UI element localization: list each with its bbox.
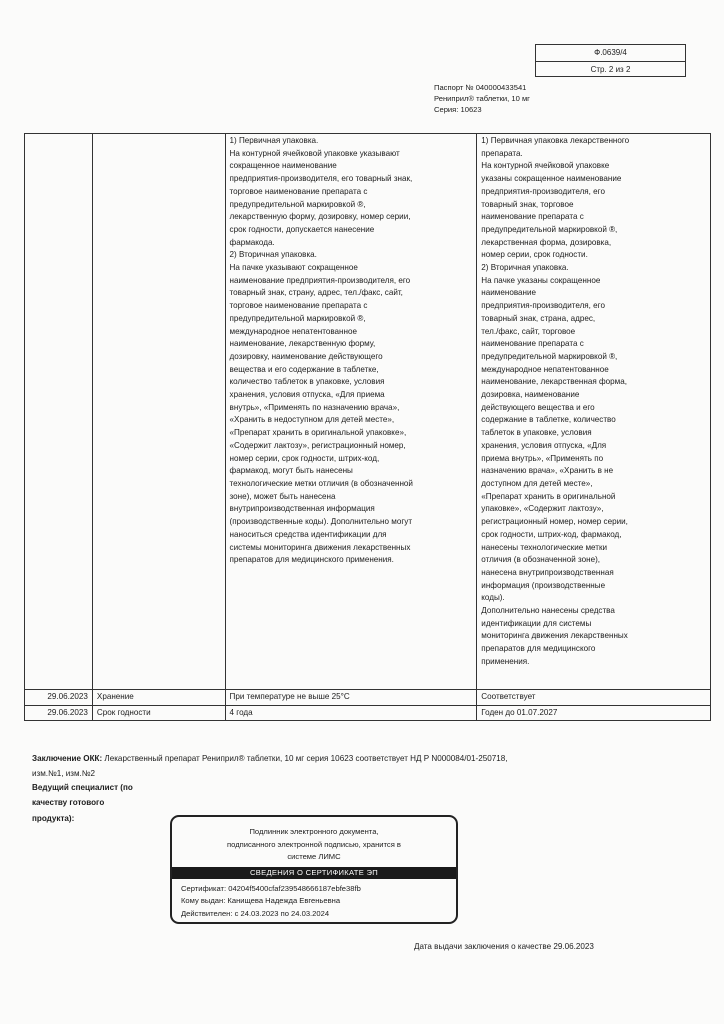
text-line: наименование препарата с [481,212,584,222]
table-row-packaging [25,134,711,690]
text-line: внутрь», «Применять по назначению врача», [229,402,400,412]
text-line: нанесена внутрипроизводственная [481,567,614,577]
text-line: наноситься средства идентификации для [229,529,387,539]
text-line: «Препарат хранить в оригинальной упаковке», [229,428,407,438]
text-line: номер серии, срок годности, штрих-код, [229,453,380,463]
cell-result: Годен до 01.07.2027 [477,705,711,721]
text-line: На пачке указаны сокращенное [481,275,601,285]
text-line: товарный знак, торговое [481,199,574,209]
text-line: коды). [481,593,505,603]
text-line: упаковке», «Содержит лактозу», [481,504,604,514]
text-line: наименование предприятия-производителя, его [229,275,411,285]
text-line: 2) Вторичная упаковка. [229,250,317,260]
text-line: 1) Первичная упаковка лекарственного [481,136,630,145]
conclusion-text: Лекарственный препарат Рениприл® таблетки, 10 мг серия 10623 соответствует НД Р N000084/01-250718, [102,754,508,763]
specialist-label [32,780,133,826]
certificate-id: Сертификат: 04204f5400cfaf239548666187ebfe38fb [181,883,361,893]
text-line: международное непатентованное [481,364,609,374]
text-line: содержание в таблетке, количество [481,415,616,425]
text-line: На контурной ячейковой упаковке [481,161,610,171]
text-line: лекарственную форму, дозировку, номер серии, [229,212,411,222]
text-line: мониторинга движения лекарственных [481,631,628,641]
text-line: препаратов для медицинского [481,644,596,654]
cell-indicator [92,134,225,690]
certificate-validity: Действителен: с 24.03.2023 по 24.03.2024 [181,908,330,918]
cell-result [477,134,711,690]
text-line: товарный знак, страна, адрес, [481,313,596,323]
text-line: 1) Первичная упаковка. [229,136,319,145]
text-line: предупредительной маркировкой ®, [229,313,366,323]
stamp-details [172,879,456,921]
text-line: информация (производственные [481,580,606,590]
table-row-storage [25,690,711,706]
text-line: торговое наименование препарата с [229,186,368,196]
text-line: идентификации для системы [481,618,592,628]
cell-date: 29.06.2023 [25,690,93,706]
text-line: действующего вещества и его [481,402,595,412]
text-line: наименование, лекарственная форма, [481,377,627,387]
text-line: товарный знак, страну, адрес, тел./факс, сайт, [229,288,403,298]
cell-indicator: Срок годности [92,705,225,721]
text-line: торговое наименование препарата с [229,301,368,311]
text-line: технологические метки отличия (в обозначенной [229,478,413,488]
cell-requirement [225,134,477,690]
text-line: предприятия-производителя, его товарный знак, [229,174,413,184]
text-line: внутрипроизводственная информация [229,504,375,514]
conclusion-text-amendments: изм.№1, изм.№2 [32,769,95,779]
text-line: На пачке указывают сокращенное [229,263,358,273]
text-line: препаратов для медицинского применения. [229,555,394,565]
text-line: На контурной ячейковой упаковке указывают [229,148,400,158]
stamp-header-line: подписанного электронной подписью, хранится в [227,839,401,849]
text-line: хранения, условия отпуска, «Для [481,440,607,450]
text-line: назначению врача», «Хранить в не [481,466,614,476]
specialist-line: качеству готового [32,798,105,808]
text-line: (производственные коды). Дополнительно могут [229,517,413,527]
text-line: количество таблеток в упаковке, условия [229,377,385,387]
electronic-signature-stamp [170,815,458,924]
stamp-header-line: системе ЛИМС [287,852,341,861]
cell-result: Соответствует [477,690,711,706]
stamp-header [172,817,456,864]
stamp-certificate-bar: СВЕДЕНИЯ О СЕРТИФИКАТЕ ЭП [172,867,456,879]
text-line: таблеток в упаковке, условия [481,428,592,438]
series-number: Серия: 10623 [434,105,482,114]
requirement-text [230,135,473,567]
text-line: «Препарат хранить в оригинальной [481,491,616,501]
cell-date [25,134,93,690]
text-line: наименование [481,288,537,298]
text-line: 2) Вторичная упаковка. [481,263,569,273]
text-line: «Хранить в недоступном для детей месте», [229,415,395,425]
text-line: дозировка, наименование [481,390,580,400]
text-line: нанесены технологические метки [481,542,608,552]
text-line: «Содержит лактозу», регистрационный номер, [229,440,406,450]
passport-header [434,82,530,115]
text-line: срок годности, допускается нанесение [229,224,375,234]
text-line: предупредительной маркировкой ®, [481,224,618,234]
form-code: Ф.0639/4 [536,45,685,62]
page-number: Стр. 2 из 2 [590,65,631,74]
result-text [481,135,706,669]
text-line: международное непатентованное [229,326,357,336]
text-line: зоне), может быть нанесена [229,491,336,501]
text-line: системы мониторинга движения лекарственных [229,542,411,552]
text-line: вещества и его содержание в таблетке, [229,364,379,374]
product-name: Рениприл® таблетки, 10 мг [434,94,530,103]
cell-requirement: При температуре не выше 25°С [225,690,477,706]
text-line: дозировку, наименование действующего [229,351,383,361]
text-line: наименование, лекарственную форму, [229,339,376,349]
specialist-line: продукта): [32,813,75,823]
text-line: препарата. [481,148,523,158]
text-line: срок годности, штрих-код, фармакод, [481,529,622,539]
text-line: предупредительной маркировкой ®, [229,199,366,209]
text-line: лекарственная форма, дозировка, [481,237,612,247]
text-line: предупредительной маркировкой ®, [481,351,618,361]
passport-number: Паспорт № 040000433541 [434,83,527,92]
text-line: сокращенное наименование [229,161,337,171]
qc-conclusion [32,751,692,782]
stamp-header-line: Подлинник электронного документа, [249,827,379,836]
cell-indicator: Хранение [92,690,225,706]
certificate-owner: Кому выдан: Канищева Надежда Евгеньевна [181,896,341,905]
text-line: Дополнительно нанесены средства [481,606,615,616]
cell-requirement: 4 года [225,705,477,721]
text-line: указаны сокращенное наименование [481,174,622,184]
text-line: приема внутрь», «Применять по [481,453,604,463]
text-line: отличия (в обозначенной зоне), [481,555,601,565]
form-code-box [535,44,686,77]
cell-date: 29.06.2023 [25,705,93,721]
specialist-line: Ведущий специалист (по [32,783,133,792]
table-row-shelf-life [25,705,711,721]
text-line: наименование препарата с [481,339,584,349]
text-line: доступном для детей месте», [481,478,593,488]
conclusion-label: Заключение ОКК: [32,754,103,763]
text-line: предприятия-производителя, его [481,301,605,311]
text-line: фармакода. [229,237,275,247]
text-line: хранения, условия отпуска, «Для приема [229,390,385,400]
text-line: регистрационный номер, номер серии, [481,517,628,527]
text-line: фармакод, могут быть нанесены [229,466,353,476]
issue-date: Дата выдачи заключения о качестве 29.06.2023 [414,942,594,951]
text-line: предприятия-производителя, его [481,186,605,196]
quality-table [24,133,711,721]
text-line: применения. [481,656,530,666]
text-line: тел./факс, сайт, торговое [481,326,576,336]
text-line: номер серии, срок годности. [481,250,588,260]
